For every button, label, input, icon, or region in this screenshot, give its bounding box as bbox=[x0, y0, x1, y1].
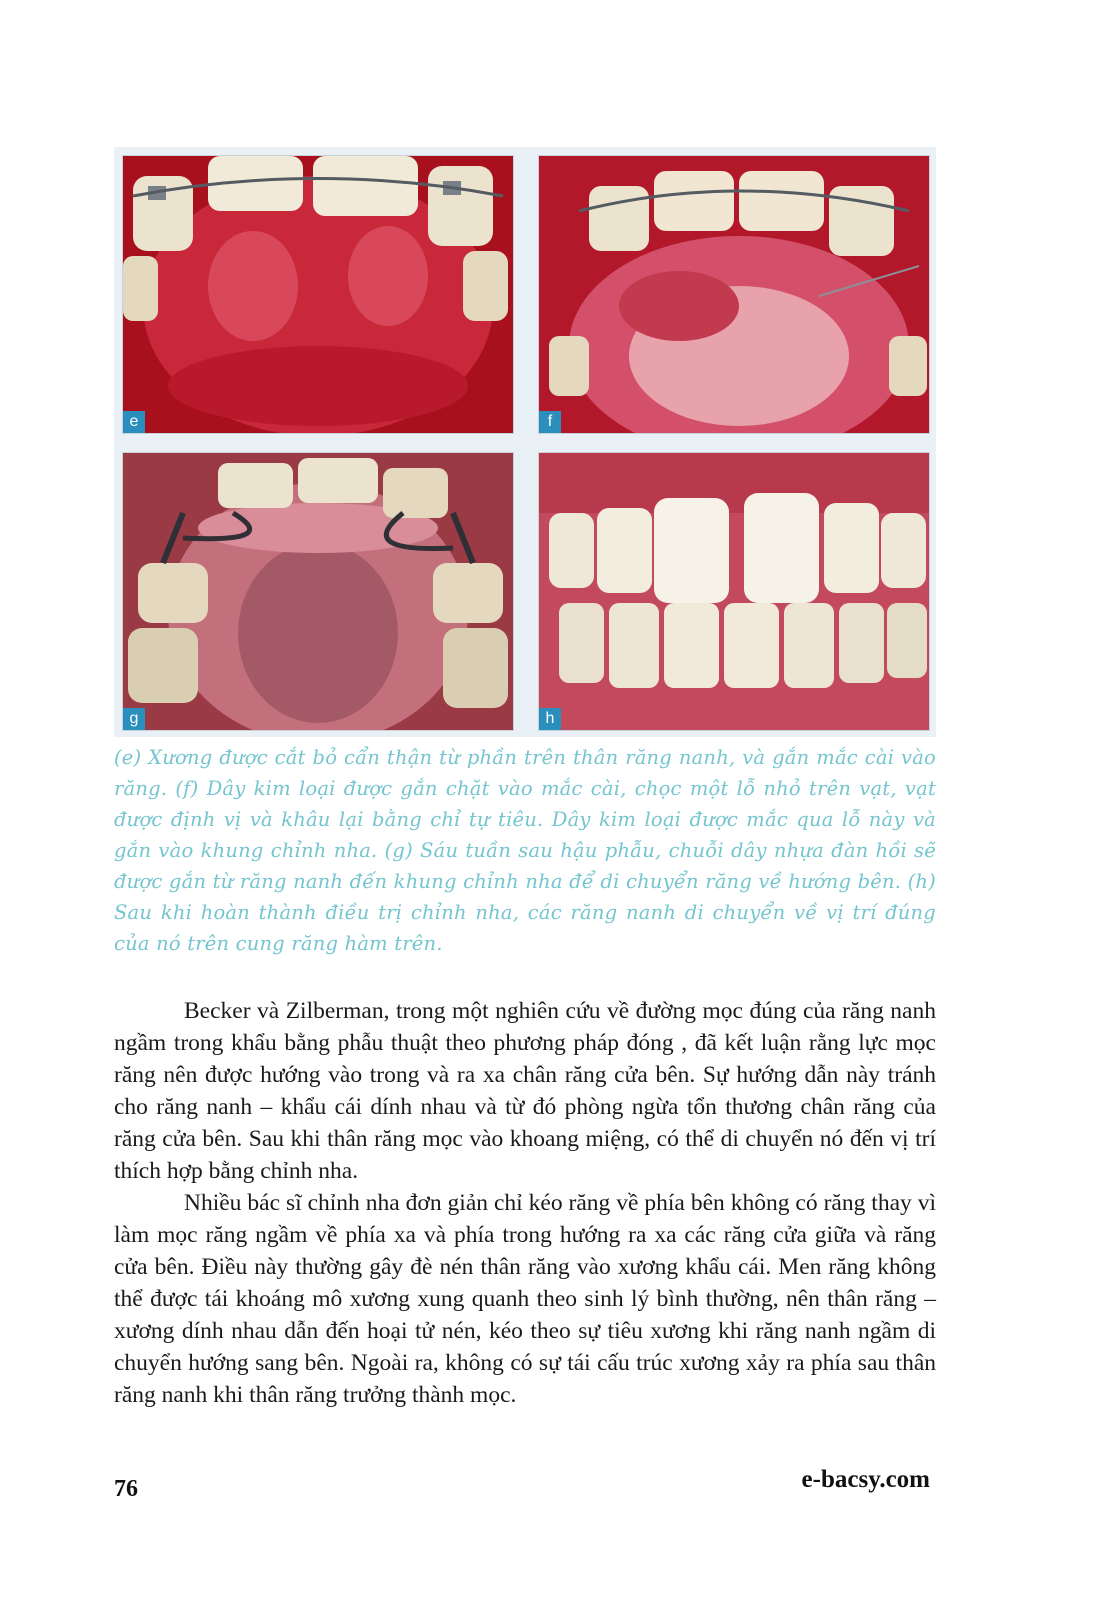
teeth-photo-h bbox=[539, 453, 929, 730]
panel-label-h: h bbox=[539, 708, 561, 730]
page-number: 76 bbox=[114, 1476, 138, 1502]
photo-panel-h bbox=[538, 452, 930, 731]
photo-panel-f bbox=[538, 155, 930, 434]
figure-caption: (e) Xương được cắt bỏ cẩn thận từ phần trên thân răng nanh, và gắn mắc cài vào răng. (f) Dây kim loại được gắn chặt vào mắc cài, chọc một lỗ nhỏ trên vạt, vạt được định vị và khâu lại bằng chỉ tự tiêu. Dây kim loại được mắc qua lỗ này và gắn vào khung chỉnh nha. (g) Sáu tuần sau hậu phẫu, chuỗi dây nhựa đàn hồi sẽ được gắn từ răng nanh đến khung chỉnh nha để di chuyển răng về hướng bên. (h) Sau khi hoàn thành điều trị chỉnh nha, các răng nanh di chuyển về vị trí đúng của nó trên cung răng hàm trên. bbox=[114, 746, 936, 955]
paragraph: Nhiều bác sĩ chỉnh nha đơn giản chỉ kéo răng về phía bên không có răng thay vì làm mọc răng ngầm về phía xa và phía trong hướng ra xa các răng cửa giữa và răng cửa bên. Điều này thường gây đè nén thân răng vào xương khẩu cái. Men răng không thể được tái khoáng mô xương xung quanh theo sinh lý bình thường, nên thân răng – xương dính nhau dẫn đến hoại tử nén, kéo theo sự tiêu xương khi răng nanh ngầm di chuyển hướng sang bên. Ngoài ra, không có sự tái cấu trúc xương xảy ra phía sau thân răng nanh khi thân răng trưởng thành mọc. bbox=[114, 1190, 936, 1408]
body-text bbox=[114, 995, 936, 1411]
panel-label-e: e bbox=[123, 411, 145, 433]
site-name: e-bacsy.com bbox=[801, 1466, 930, 1493]
paragraph: Becker và Zilberman, trong một nghiên cứu về đường mọc đúng của răng nanh ngầm trong khẩu bằng phẫu thuật theo phương pháp đóng , đã kết luận rằng lực mọc răng nên được hướng vào trong và ra xa chân răng cửa bên. Sự hướng dẫn này tránh cho răng nanh – khẩu cái dính nhau và từ đó phòng ngừa tổn thương chân răng của răng cửa bên. Sau khi thân răng mọc vào khoang miệng, có thể di chuyển nó đến vị trí thích hợp bằng chỉnh nha. bbox=[114, 998, 936, 1184]
figure-block bbox=[114, 147, 936, 737]
palate-photo-e bbox=[123, 156, 513, 433]
panel-label-f: f bbox=[539, 411, 561, 433]
photo-panel-e bbox=[122, 155, 514, 434]
panel-label-g: g bbox=[123, 708, 145, 730]
photo-panel-g bbox=[122, 452, 514, 731]
palate-photo-f bbox=[539, 156, 929, 433]
palate-photo-g bbox=[123, 453, 513, 730]
